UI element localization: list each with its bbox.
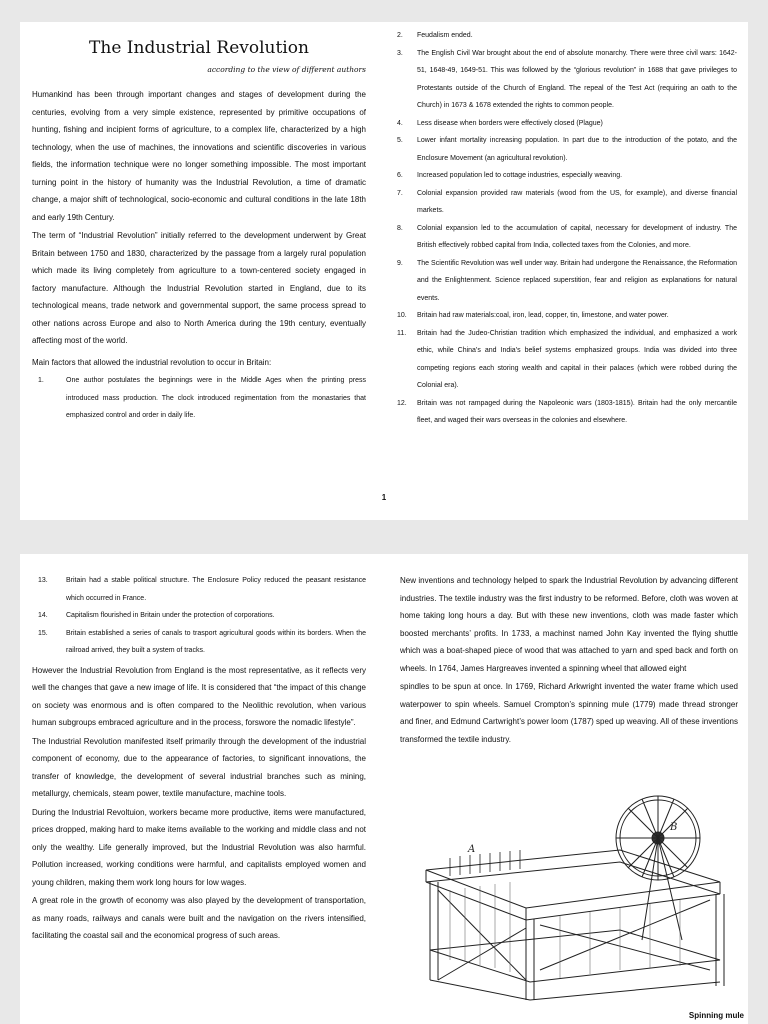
list-item: 14. Capitalism flourished in Britain under the protection of corporations. bbox=[38, 612, 275, 619]
list-item: 2. Feudalism ended. bbox=[397, 32, 473, 39]
list-item: 5. Lower infant mortality increasing population. In part due to the introduction of the potato, and the Enclosure Movement (an agricultural revolution). bbox=[397, 137, 737, 162]
list-item: 8. Colonial expansion led to the accumulation of capital, necessary for development of industry. The British effectively robbed capital from India, collected taxes from the Colonies, and more. bbox=[397, 224, 737, 249]
list-item: 10. Britain had raw materials:coal, iron, lead, copper, tin, limestone, and water power. bbox=[397, 312, 669, 319]
document-page-2 bbox=[20, 554, 748, 1024]
list-item: 6. Increased population led to cottage industries, especially weaving. bbox=[397, 172, 623, 179]
page-number: 1 bbox=[381, 493, 387, 502]
paragraph: During the Industrial Revoltuion, workers became more productive, items were manufactured, prices dropped, making hard to make items available to the working and middle class and not only the wealthy. Life generally improved, but the Industrial Revolution was also harmful. Pollution increased, working conditions were harmful, and capitalists employed women and young children, making them work long hours for low wages. bbox=[32, 807, 366, 887]
paragraph: spindles to be spun at once. In 1769, Richard Arkwright invented the water frame which used waterpower to spin wheels. Samuel Crompton’s spinning mule (1779) made thread stronger and finer, and Edmund Cartwright’s power loom (1787) sped up weaving. All of these inventions transformed the textile industry. bbox=[400, 682, 738, 744]
document-subtitle: according to the view of different authors bbox=[207, 65, 366, 74]
list-item: 9. The Scientific Revolution was well under way. Britain had undergone the Renaissance, the Reformation and the Enlightenment. Science replaced superstition, fear and religion as explanations for natural events. bbox=[397, 259, 737, 302]
document-page-1 bbox=[20, 22, 748, 520]
paragraph: The term of “Industrial Revolution” initially referred to the development underwent by Great Britain between 1750 and 1830, characterized by the passage from a largely rural population which made its living completely from agriculture to a town-centered society engaged in factory manufacture. Although the Industrial Revolution started in England, due to its technological means, trade network and governmental support, the same process spread to other nations across Europe and also to North America during the 19th century, eventually affecting most of the world. bbox=[32, 231, 366, 345]
factors-list bbox=[32, 372, 366, 425]
figure-label-a: A bbox=[468, 844, 476, 855]
paragraph: However the Industrial Revolution from England is the most representative, as it reflects very well the changes that gave a new image of life. It is considered that “the impact of this change on society was enormous and is often compared to the Neolithic revolution, when various human subgroups embraced agriculture and in the process, forswore the nomadic lifestyle”. bbox=[32, 665, 366, 727]
page2-left-column bbox=[32, 572, 366, 946]
page1-right-column bbox=[397, 27, 737, 430]
factors-list bbox=[397, 27, 737, 430]
figure-label-b: B bbox=[670, 822, 678, 833]
list-heading: Main factors that allowed the industrial revolution to occur in Britain: bbox=[32, 357, 272, 367]
spinning-mule-illustration bbox=[420, 790, 748, 1008]
paragraph: The Industrial Revolution manifested itself primarily through the development of the industrial component of economy, due to the appearance of factories, to significant innovations, the transfer of knowledge, the development of several industrial branches such as mining, metallurgy, chemicals, steam power, textile manufacture, machine tools. bbox=[32, 736, 366, 798]
list-item: 3. The English Civil War brought about the end of absolute monarchy. There were three civil wars: 1642-51, 1648-49, 1649-51. This was followed by the “glorious revolution” in 1688 that gave privileges to Protestants outside of the Church of England. The repeal of the Test Act (requiring an oath to the Church) in 1673 & 1678 extended the rights to common people. bbox=[397, 49, 737, 109]
paragraph: Humankind has been through important changes and stages of development during the centuries, evolving from a very simple existence, represented by primitive occupations of hunting, fishing and incipient forms of agriculture, to a complex life, characterized by a high technology, when the use of machines, the innovations and scientific discoveries in various fields, the information technique were no longer something impossible. The most important turning point in the history of humanity was the Industrial Revolution, a time of dramatic change, a major shift of technological, socio-economic and cultural conditions in the late 18th and early 19th Century. bbox=[32, 90, 366, 222]
list-item: 7. Colonial expansion provided raw materials (wood from the US, for example), and diverse financial markets. bbox=[397, 189, 737, 214]
list-item: 1. One author postulates the beginnings were in the Middle Ages when the printing press introduced mass production. The clock introduced regimentation from the monastaries that emphasized control and order in daily life. bbox=[38, 377, 366, 419]
document-title: The Industrial Revolution bbox=[89, 38, 309, 58]
list-item: 11. Britain had the Judeo-Christian tradition which emphasized the individual, and emphasized a work ethic, while China’s and India’s belief systems emphasized groups. India was divided into three competing regions each storing wealth and capital in their palaces (which were robbed during the Colonial era). bbox=[397, 329, 737, 389]
list-item: 4. Less disease when borders were effectively closed (Plague) bbox=[397, 119, 603, 127]
page1-left-column bbox=[32, 34, 366, 425]
list-item: 13. Britain had a stable political structure. The Enclosure Policy reduced the peasant resistance which occurred in France. bbox=[38, 577, 366, 602]
factors-list-continued bbox=[32, 572, 366, 660]
paragraph: New inventions and technology helped to spark the Industrial Revolution by advancing different industries. The textile industry was the first industry to be reformed. Before, cloth was woven at home taking long hours a day. But with these new inventions, cloth was made faster which boosted merchants’ profits. In 1733, a machinst named John Kay invented the flying shuttle which was a boat-shaped piece of wood that was attached to yarn and sped back and forth on wheels. In 1764, James Hargreaves invented a spinning wheel that allowed eight bbox=[400, 576, 738, 673]
list-item: 15. Britain established a series of canals to trasport agricultural goods within its borders. When the railroad arrived, they built a system of tracks. bbox=[38, 629, 366, 654]
page2-right-column bbox=[400, 572, 738, 749]
paragraph: A great role in the growth of economy was also played by the development of transportation, as many roads, railways and canals were built and the navigation on the rivers intensified, facilitating the coastal sail and the economical progress of such areas. bbox=[32, 896, 366, 940]
list-item: 12. Britain was not rampaged during the Napoleonic wars (1803-1815). Britain had the only mercantile fleet, and waged their wars overseas in the colonies and elsewhere. bbox=[397, 399, 737, 424]
figure-caption: Spinning mule bbox=[688, 1011, 744, 1020]
